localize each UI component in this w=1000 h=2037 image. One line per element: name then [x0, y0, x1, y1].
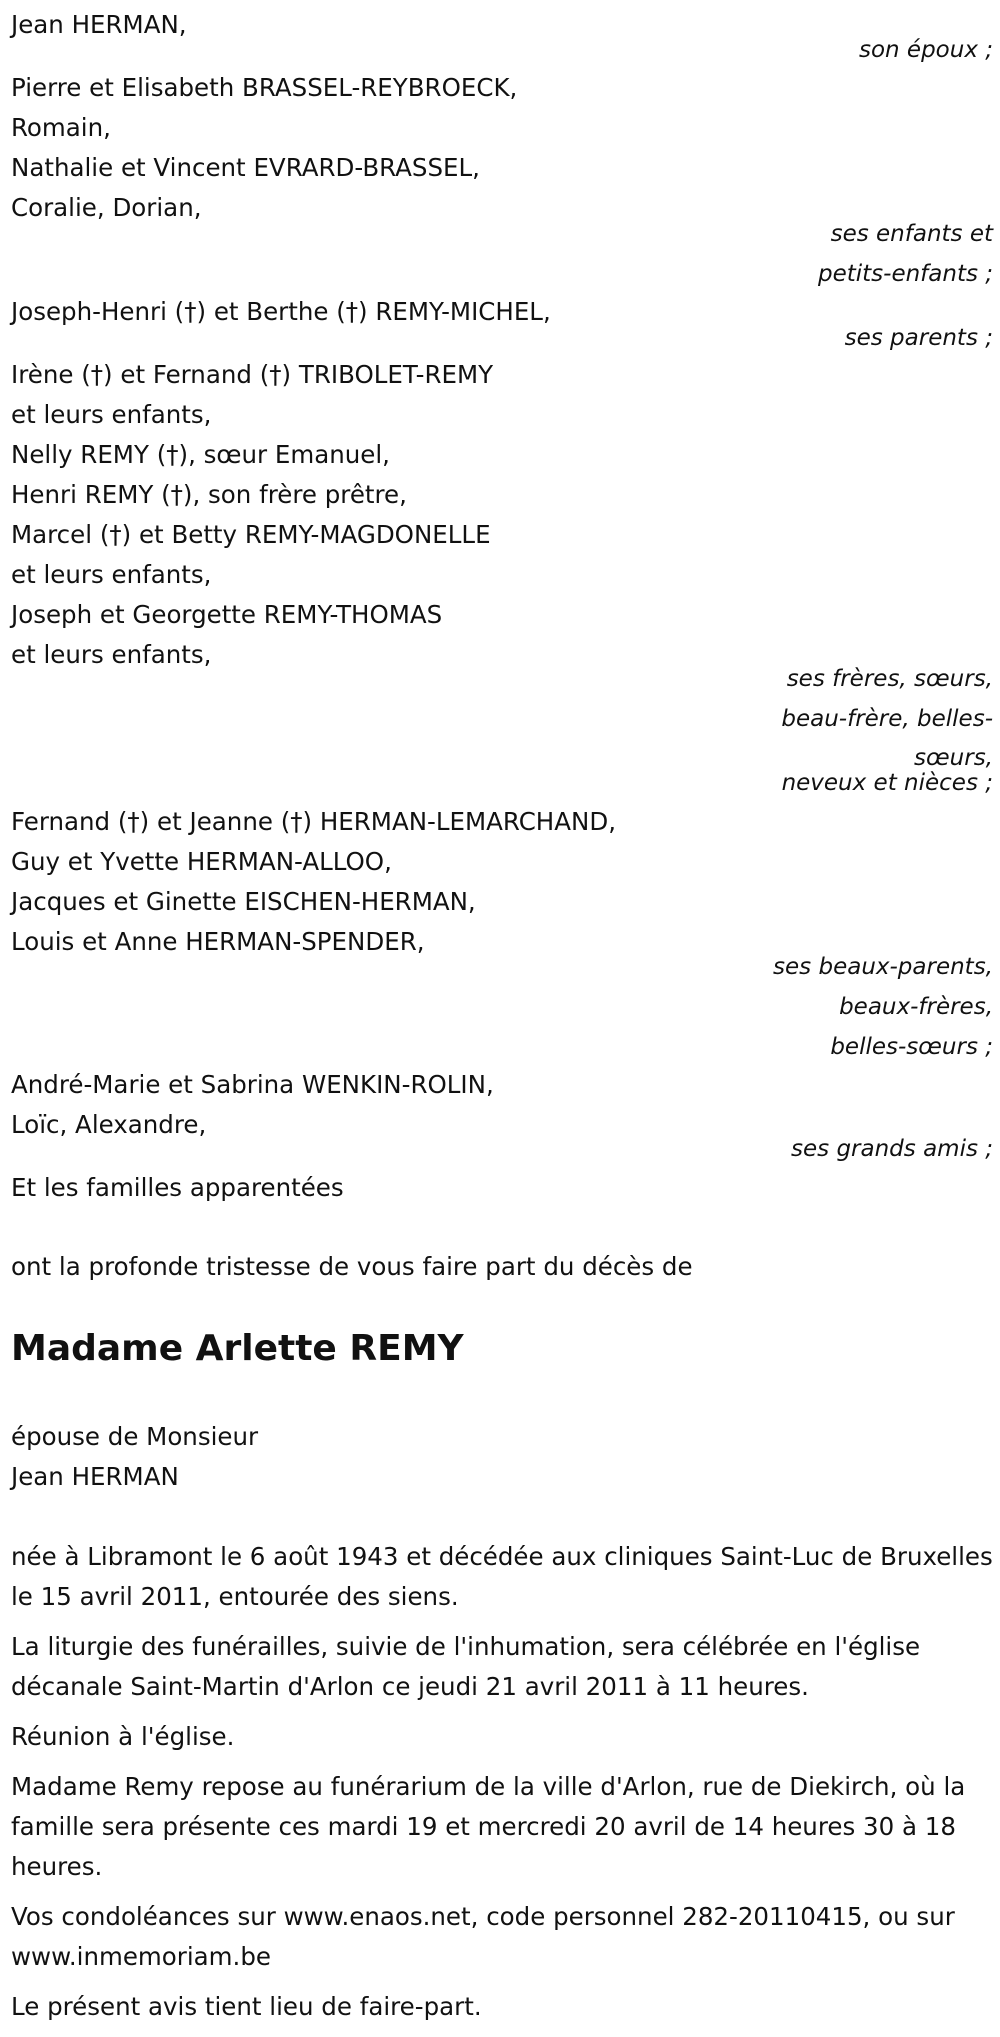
mourner-line: Guy et Yvette HERMAN-ALLOO,: [11, 847, 392, 876]
relation-label: petits-enfants ;: [817, 261, 993, 287]
mourner-line: et leurs enfants,: [11, 560, 212, 589]
spouse-line: Jean HERMAN: [11, 1462, 179, 1491]
relation-label: ses grands amis ;: [791, 1136, 993, 1162]
mourner-line: Louis et Anne HERMAN-SPENDER,: [11, 927, 425, 956]
families-line: Et les familles apparentées: [11, 1173, 344, 1202]
funeral-paragraph: La liturgie des funérailles, suivie de l'inhumation, sera célébrée en l'église décanale Saint-Martin d'Arlon ce jeudi 21 avril 2011 à 11 heures.: [11, 1632, 921, 1701]
relation-label: beaux-frères,: [839, 994, 993, 1020]
relation-label: ses parents ;: [844, 325, 993, 351]
relation-label: ses beaux-parents,: [773, 954, 993, 980]
relation-label: sœurs,: [914, 745, 993, 771]
announcement-line: ont la profonde tristesse de vous faire part du décès de: [11, 1252, 693, 1281]
deceased-name: Madame Arlette REMY: [11, 1328, 464, 1369]
relation-label: ses frères, sœurs,: [786, 666, 993, 692]
mourner-line: Loïc, Alexandre,: [11, 1110, 207, 1139]
mourner-line: Nathalie et Vincent EVRARD-BRASSEL,: [11, 153, 480, 182]
mourner-line: Nelly REMY (†), sœur Emanuel,: [11, 440, 390, 469]
mourner-line: Irène (†) et Fernand (†) TRIBOLET-REMY: [11, 360, 494, 389]
mourner-line: Romain,: [11, 113, 111, 142]
reunion-paragraph: Réunion à l'église.: [11, 1722, 235, 1751]
relation-label: son époux ;: [858, 37, 993, 63]
mourner-line: Henri REMY (†), son frère prêtre,: [11, 480, 407, 509]
mourner-line: et leurs enfants,: [11, 640, 212, 669]
spouse-line: épouse de Monsieur: [11, 1422, 259, 1451]
birth-death-paragraph: née à Libramont le 6 août 1943 et décédée aux cliniques Saint-Luc de Bruxelles le 15 avril 2011, entourée des siens.: [11, 1542, 993, 1611]
relation-label: belles-sœurs ;: [830, 1034, 993, 1060]
mourner-line: Pierre et Elisabeth BRASSEL-REYBROECK,: [11, 73, 518, 102]
mourner-line: Fernand (†) et Jeanne (†) HERMAN-LEMARCHAND,: [11, 807, 616, 836]
mourner-line: Jean HERMAN,: [11, 10, 187, 39]
relation-label: ses enfants et: [830, 221, 993, 247]
mourner-line: André-Marie et Sabrina WENKIN-ROLIN,: [11, 1070, 494, 1099]
mourner-line: et leurs enfants,: [11, 400, 212, 429]
mourner-line: Coralie, Dorian,: [11, 193, 202, 222]
closing-paragraph: Le présent avis tient lieu de faire-part.: [11, 1992, 482, 2021]
relation-label: beau-frère, belles-: [781, 706, 993, 732]
mourner-line: Jacques et Ginette EISCHEN-HERMAN,: [11, 887, 476, 916]
relation-label: neveux et nièces ;: [781, 770, 993, 796]
mourner-line: Marcel (†) et Betty REMY-MAGDONELLE: [11, 520, 491, 549]
mourner-line: Joseph-Henri (†) et Berthe (†) REMY-MICHEL,: [11, 297, 551, 326]
condolences-paragraph: Vos condoléances sur www.enaos.net, code personnel 282-20110415, ou sur www.inmemoriam.be: [11, 1902, 955, 1971]
funerarium-paragraph: Madame Remy repose au funérarium de la ville d'Arlon, rue de Diekirch, où la famille sera présente ces mardi 19 et mercredi 20 avril de 14 heures 30 à 18 heures.: [11, 1772, 966, 1881]
mourner-line: Joseph et Georgette REMY-THOMAS: [11, 600, 443, 629]
